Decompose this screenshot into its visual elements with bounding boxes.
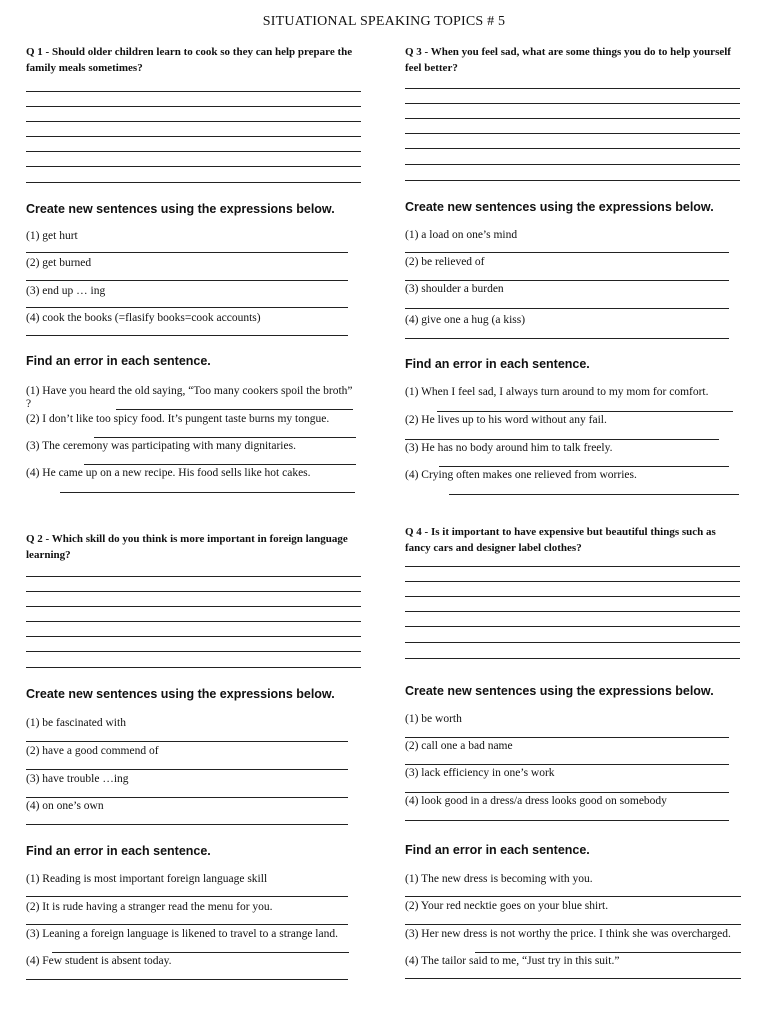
expression-item: (2) get burned: [26, 257, 92, 269]
answer-line[interactable]: [26, 797, 348, 798]
error-heading: Find an error in each sentence.: [26, 354, 211, 368]
q4-question: Q 4 - Is it important to have expensive but beautiful things such as fancy cars and designer label clothes?: [405, 526, 716, 554]
answer-line[interactable]: [26, 979, 348, 980]
page-title: SITUATIONAL SPEAKING TOPICS # 5: [262, 14, 506, 29]
answer-line[interactable]: [26, 651, 361, 652]
answer-line[interactable]: [405, 308, 729, 309]
error-item: (3) Her new dress is not worthy the price. I think she was overcharged.: [405, 928, 731, 940]
expression-item: (4) give one a hug (a kiss): [405, 314, 526, 326]
expression-item: (1) get hurt: [26, 230, 78, 242]
answer-line[interactable]: [405, 133, 740, 134]
expression-item: (4) on one’s own: [26, 800, 104, 812]
answer-line[interactable]: [405, 642, 740, 643]
answer-line[interactable]: [405, 148, 740, 149]
answer-line[interactable]: [26, 136, 361, 137]
answer-line[interactable]: [26, 591, 361, 592]
answer-line[interactable]: [94, 437, 356, 438]
answer-line[interactable]: [405, 626, 740, 627]
answer-line[interactable]: [405, 338, 729, 339]
answer-line[interactable]: [26, 606, 361, 607]
answer-line[interactable]: [26, 121, 361, 122]
error-heading: Find an error in each sentence.: [405, 357, 590, 371]
expression-item: (2) call one a bad name: [405, 740, 513, 752]
answer-line[interactable]: [405, 611, 740, 612]
answer-line[interactable]: [405, 88, 740, 89]
answer-line[interactable]: [26, 621, 361, 622]
expression-item: (2) be relieved of: [405, 256, 485, 268]
answer-line[interactable]: [26, 166, 361, 167]
answer-line[interactable]: [405, 164, 740, 165]
answer-line[interactable]: [26, 91, 361, 92]
answer-line[interactable]: [26, 636, 361, 637]
answer-line[interactable]: [116, 409, 353, 410]
expression-item: (3) end up … ing: [26, 285, 106, 297]
expression-item: (1) be fascinated with: [26, 717, 126, 729]
create-heading: Create new sentences using the expressions below.: [405, 200, 714, 214]
error-item: (4) He came up on a new recipe. His food sells like hot cakes.: [26, 467, 311, 479]
error-item: (1) Have you heard the old saying, “Too many cookers spoil the broth” ?: [26, 385, 353, 410]
answer-line[interactable]: [26, 896, 348, 897]
answer-line[interactable]: [26, 335, 348, 336]
error-item: (1) Reading is most important foreign language skill: [26, 873, 268, 885]
answer-line[interactable]: [405, 103, 740, 104]
create-heading: Create new sentences using the expressions below.: [26, 202, 335, 216]
answer-line[interactable]: [26, 924, 348, 925]
answer-line[interactable]: [405, 764, 729, 765]
answer-line[interactable]: [26, 741, 348, 742]
expression-item: (3) shoulder a burden: [405, 283, 504, 295]
error-item: (2) Your red necktie goes on your blue shirt.: [405, 900, 609, 912]
answer-line[interactable]: [26, 151, 361, 152]
answer-line[interactable]: [449, 494, 739, 495]
q2-question: Q 2 - Which skill do you think is more important in foreign language learning?: [26, 533, 348, 561]
q3-question: Q 3 - When you feel sad, what are some things you do to help yourself feel better?: [405, 46, 731, 74]
error-item: (2) He lives up to his word without any fail.: [405, 414, 607, 426]
error-item: (3) He has no body around him to talk freely.: [405, 442, 613, 454]
error-heading: Find an error in each sentence.: [405, 843, 590, 857]
error-item: (4) Crying often makes one relieved from worries.: [405, 469, 637, 481]
answer-line[interactable]: [405, 439, 719, 440]
answer-line[interactable]: [405, 180, 740, 181]
answer-line[interactable]: [26, 182, 361, 183]
expression-item: (3) lack efficiency in one’s work: [405, 767, 555, 779]
expression-item: (1) a load on one’s mind: [405, 229, 518, 241]
answer-line[interactable]: [26, 667, 361, 668]
answer-line[interactable]: [405, 566, 740, 567]
error-item: (1) The new dress is becoming with you.: [405, 873, 593, 885]
answer-line[interactable]: [405, 581, 740, 582]
answer-line[interactable]: [405, 280, 729, 281]
answer-line[interactable]: [405, 924, 741, 925]
error-item: (4) Few student is absent today.: [26, 955, 172, 967]
answer-line[interactable]: [26, 307, 348, 308]
answer-line[interactable]: [439, 466, 729, 467]
expression-item: (4) cook the books (=flasify books=cook accounts): [26, 312, 261, 324]
error-heading: Find an error in each sentence.: [26, 844, 211, 858]
answer-line[interactable]: [405, 658, 740, 659]
error-item: (2) It is rude having a stranger read the menu for you.: [26, 901, 273, 913]
answer-line[interactable]: [52, 952, 349, 953]
answer-line[interactable]: [26, 769, 348, 770]
answer-line[interactable]: [26, 252, 348, 253]
answer-line[interactable]: [405, 896, 741, 897]
answer-line[interactable]: [405, 252, 729, 253]
error-item: (3) The ceremony was participating with many dignitaries.: [26, 440, 296, 452]
expression-item: (3) have trouble …ing: [26, 773, 129, 785]
create-heading: Create new sentences using the expressions below.: [26, 687, 335, 701]
expression-item: (1) be worth: [405, 713, 462, 725]
expression-item: (2) have a good commend of: [26, 745, 159, 757]
answer-line[interactable]: [405, 820, 729, 821]
answer-line[interactable]: [405, 792, 729, 793]
answer-line[interactable]: [84, 464, 356, 465]
answer-line[interactable]: [437, 411, 733, 412]
answer-line[interactable]: [26, 106, 361, 107]
answer-line[interactable]: [26, 576, 361, 577]
create-heading: Create new sentences using the expressions below.: [405, 684, 714, 698]
answer-line[interactable]: [26, 824, 348, 825]
expression-item: (4) look good in a dress/a dress looks good on somebody: [405, 795, 667, 807]
error-item: (3) Leaning a foreign language is likened to travel to a strange land.: [26, 928, 338, 940]
answer-line[interactable]: [475, 952, 741, 953]
error-item: (4) The tailor said to me, “Just try in this suit.”: [405, 955, 620, 967]
answer-line[interactable]: [26, 280, 348, 281]
error-item: (2) I don’t like too spicy food. It’s pungent taste burns my tongue.: [26, 413, 330, 425]
q1-question: Q 1 - Should older children learn to cook so they can help prepare the family meals sometimes?: [26, 46, 353, 74]
answer-line[interactable]: [405, 978, 741, 979]
answer-line[interactable]: [405, 596, 740, 597]
answer-line[interactable]: [60, 492, 355, 493]
answer-line[interactable]: [405, 118, 740, 119]
error-item: (1) When I feel sad, I always turn around to my mom for comfort.: [405, 386, 709, 398]
answer-line[interactable]: [405, 737, 729, 738]
